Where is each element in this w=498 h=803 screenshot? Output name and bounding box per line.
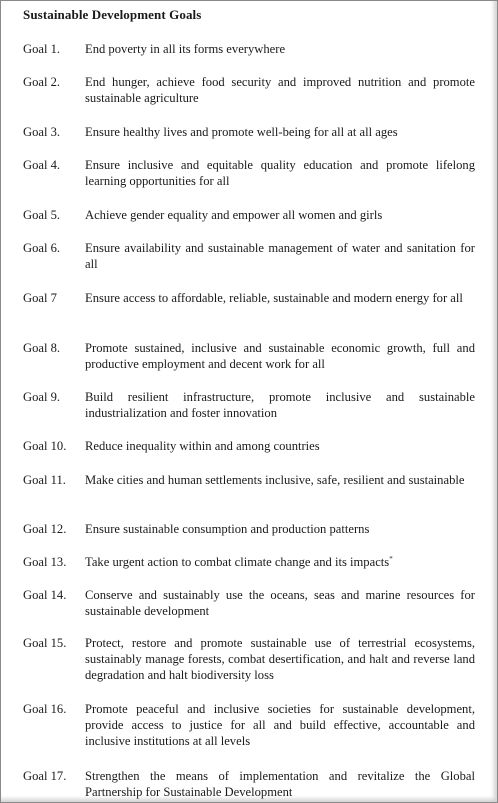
goal-label: Goal 12.: [23, 522, 67, 536]
goal-text: Build resilient infrastructure, promote inclusive and sustainable industrialization and foster innovation: [85, 390, 475, 420]
goal-text: Promote peaceful and inclusive societies for sustainable development, provide access to justice for all and build effective, accountable and inclusive institutions at all levels: [85, 702, 475, 748]
footnote-marker: *: [389, 554, 393, 563]
goal-text: Protect, restore and promote sustainable use of terrestrial ecosystems, sustainably manage forests, combat desertification, and halt and reverse land degradation and halt biodiversity loss: [85, 636, 475, 682]
goal-text: Make cities and human settlements inclusive, safe, resilient and sustainable: [85, 473, 465, 487]
goal-text: Take urgent action to combat climate change and its impacts: [85, 555, 390, 569]
goal-label: Goal 6.: [23, 241, 61, 255]
goal-text: Reduce inequality within and among countries: [85, 439, 320, 453]
goal-label: Goal 10.: [23, 439, 67, 453]
document-title: Sustainable Development Goals: [23, 7, 202, 22]
goal-label: Goal 3.: [23, 125, 61, 139]
goal-text: Conserve and sustainably use the oceans, seas and marine resources for sustainable development: [85, 588, 475, 618]
goal-text: End hunger, achieve food security and improved nutrition and promote sustainable agriculture: [85, 75, 475, 105]
goal-label: Goal 2.: [23, 75, 61, 89]
goal-label: Goal 9.: [23, 390, 61, 404]
goal-label: Goal 16.: [23, 702, 67, 716]
goal-label: Goal 13.: [23, 555, 67, 569]
goal-label: Goal 11.: [23, 473, 66, 487]
goal-text: Ensure access to affordable, reliable, sustainable and modern energy for all: [85, 291, 463, 305]
goal-text-wrapper: [85, 554, 475, 570]
goal-text: Ensure inclusive and equitable quality education and promote lifelong learning opportunities for all: [85, 158, 475, 188]
goal-label: Goal 5.: [23, 208, 61, 222]
goal-label: Goal 1.: [23, 42, 61, 56]
goal-label: Goal 17.: [23, 769, 67, 783]
goal-label: Goal 7: [23, 291, 57, 305]
goal-text: Achieve gender equality and empower all women and girls: [85, 208, 383, 222]
goal-text: End poverty in all its forms everywhere: [85, 42, 286, 56]
goal-label: Goal 15.: [23, 636, 67, 650]
goal-text: Ensure healthy lives and promote well-being for all at all ages: [85, 125, 398, 139]
goal-text: Ensure availability and sustainable management of water and sanitation for all: [85, 241, 475, 271]
goal-text: Promote sustained, inclusive and sustainable economic growth, full and productive employment and decent work for all: [85, 341, 475, 371]
goal-label: Goal 14.: [23, 588, 67, 602]
goal-label: Goal 8.: [23, 341, 61, 355]
goal-label: Goal 4.: [23, 158, 61, 172]
goal-text: Strengthen the means of implementation and revitalize the Global Partnership for Sustainable Development: [85, 769, 475, 799]
goal-text: Ensure sustainable consumption and production patterns: [85, 522, 370, 536]
